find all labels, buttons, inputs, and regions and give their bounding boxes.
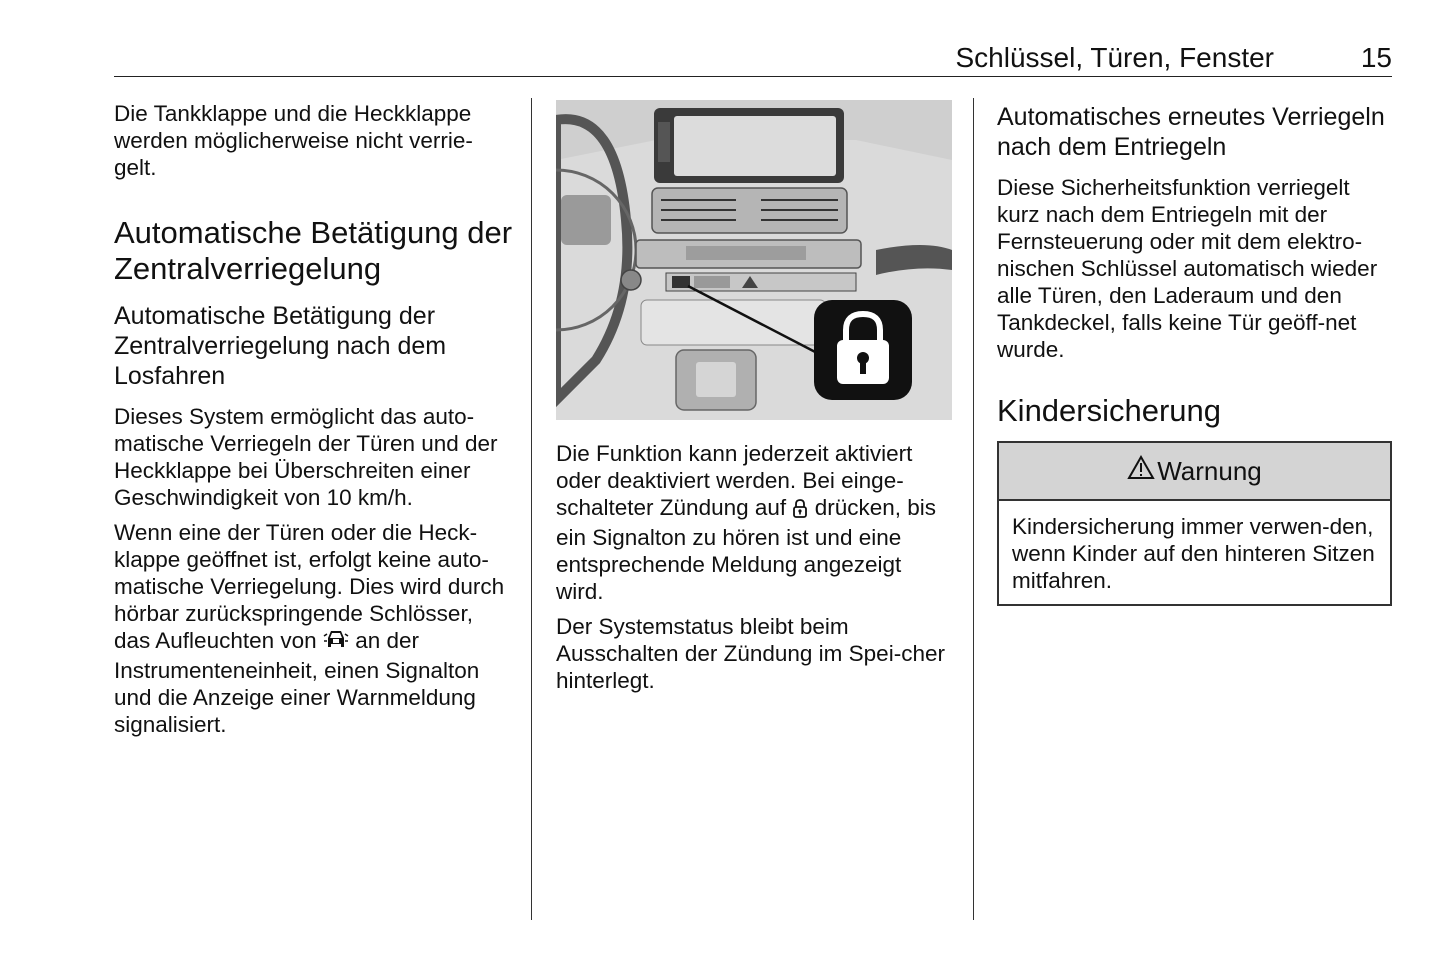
warning-title: Warnung xyxy=(1157,455,1262,486)
warning-text: Kindersicherung immer verwen-den, wenn Kinder auf den hinteren Sitzen mitfahren. xyxy=(1012,514,1375,593)
warning-box xyxy=(997,441,1392,606)
column-left xyxy=(114,100,514,738)
page-header xyxy=(114,40,1392,77)
paragraph-text: drücken, bis ein Signalton zu hören ist und eine entsprechende Meldung angezeigt wird. xyxy=(556,495,936,604)
column-divider xyxy=(531,98,532,920)
page-number: 15 xyxy=(1360,42,1392,73)
paragraph-open-door-info xyxy=(114,519,514,738)
section-heading-central-locking: Automatische Betätigung der Zentralverriegelung xyxy=(114,215,513,286)
paragraph-text: Wenn eine der Türen oder die Heck-klappe geöffnet ist, erfolgt keine auto-matische Verriegelung. Dies wird durch hörbar zurückspringende Schlösser, das Aufleuchten von xyxy=(114,520,505,653)
dashboard-illustration xyxy=(556,100,952,420)
paragraph-system-status: Der Systemstatus bleibt beim Ausschalten der Zündung im Spei-cher hinterlegt. xyxy=(556,614,945,693)
padlock-icon xyxy=(792,497,808,524)
paragraph-text: Die Funktion kann jederzeit aktiviert oder deaktiviert werden. Bei einge-schalteter Zündung auf xyxy=(556,441,913,520)
subsection-heading-drive-away: Automatische Betätigung der Zentralverriegelung nach dem Losfahren xyxy=(114,302,447,390)
column-divider xyxy=(973,98,974,920)
warning-header xyxy=(999,443,1390,501)
paragraph-activation xyxy=(556,440,952,605)
warning-triangle-icon xyxy=(1127,455,1155,487)
car-door-lock-icon xyxy=(323,627,349,657)
warning-body xyxy=(999,501,1390,604)
subsection-heading-relock: Automatisches erneutes Verriegeln nach dem Entriegeln xyxy=(997,103,1385,161)
column-middle xyxy=(556,100,952,694)
paragraph-text: an der Instrumenteneinheit, einen Signalton und die Anzeige einer Warnmeldung signalisiert. xyxy=(114,628,480,737)
paragraph-system-description: Dieses System ermöglicht das auto-matische Verriegeln der Türen und der Heckklappe bei Überschreiten einer Geschwindigkeit von 10 km/h. xyxy=(114,404,498,510)
intro-paragraph: Die Tankklappe und die Heckklappe werden möglicherweise nicht verrie-gelt. xyxy=(114,101,473,180)
paragraph-relock: Diese Sicherheitsfunktion verriegelt kurz nach dem Entriegeln mit der Fernsteuerung oder mit dem elektro-nischen Schlüssel automatisch wieder alle Türen, den Laderaum und den Tankdeckel, falls keine Tür geöff-net wurde. xyxy=(997,175,1378,362)
header-title: Schlüssel, Türen, Fenster xyxy=(955,42,1274,73)
column-right xyxy=(997,100,1393,606)
section-heading-child-lock: Kindersicherung xyxy=(997,393,1222,428)
